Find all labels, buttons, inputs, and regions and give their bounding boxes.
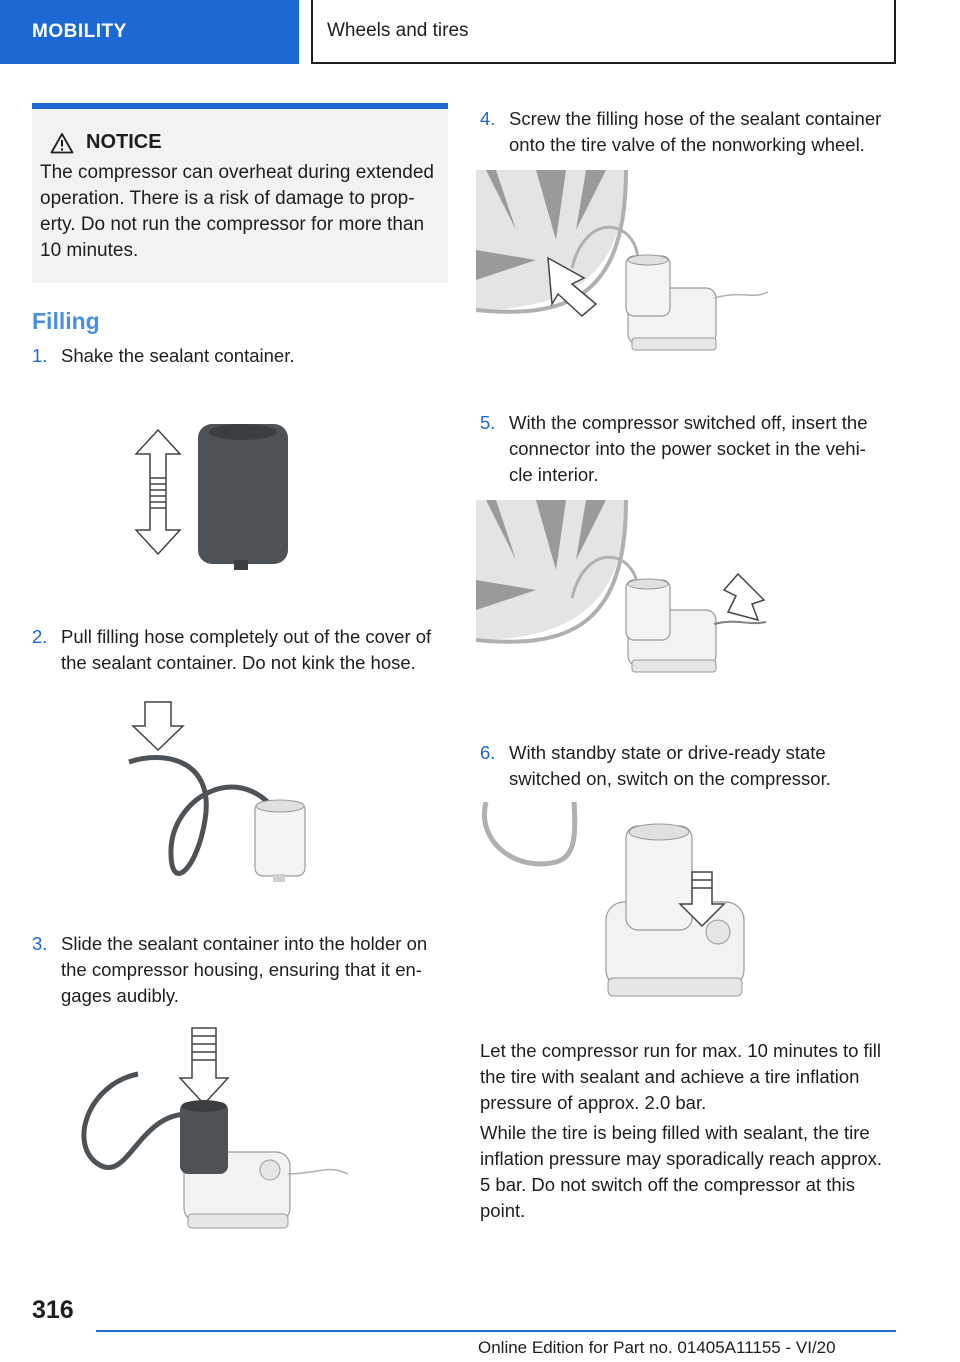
paragraph-line: point. xyxy=(480,1200,526,1221)
section-heading: Filling xyxy=(32,308,100,334)
step-4 xyxy=(480,106,900,158)
down-left-arrow-icon xyxy=(724,574,764,620)
paragraph xyxy=(480,1038,910,1116)
step-line: Screw the filling hose of the sealant container xyxy=(509,108,882,129)
down-arrow-icon xyxy=(180,1028,228,1104)
step-line: switched on, switch on the compressor. xyxy=(509,768,831,789)
down-arrow-icon xyxy=(133,702,183,750)
footer-divider xyxy=(96,1330,896,1332)
step-5 xyxy=(480,410,900,488)
step-2 xyxy=(32,624,452,676)
filling-hose xyxy=(484,802,574,864)
notice-box xyxy=(32,103,448,283)
step-line: Shake the sealant container. xyxy=(61,345,295,366)
step-line: connector into the power socket in the vehi‐ xyxy=(509,438,866,459)
step-number: 6. xyxy=(480,742,496,763)
paragraph-line: the tire with sealant and achieve a tire inflation xyxy=(480,1066,860,1087)
step-line: Pull filling hose completely out of the cover of xyxy=(61,626,432,647)
paragraph-line: Let the compressor run for max. 10 minutes to fill xyxy=(480,1040,882,1061)
sealant-container xyxy=(198,424,288,570)
hose-illustration xyxy=(125,700,315,890)
step-3 xyxy=(32,931,452,1009)
paragraph xyxy=(480,1120,910,1224)
step-line: onto the tire valve of the nonworking wheel. xyxy=(509,134,865,155)
step-line: cle interior. xyxy=(509,464,599,485)
switch-on-compressor-illustration xyxy=(476,802,776,1007)
sealant-container xyxy=(180,1100,228,1174)
sealant-container xyxy=(626,579,670,640)
notice-line: The compressor can overheat during extended xyxy=(40,162,434,183)
sealant-container xyxy=(626,255,670,316)
section-label: MOBILITY xyxy=(32,21,127,42)
notice-heading xyxy=(50,131,438,154)
step-line: Slide the sealant container into the holder on xyxy=(61,933,428,954)
paragraph-line: 5 bar. Do not switch off the compressor at this xyxy=(480,1174,855,1195)
step-number: 2. xyxy=(32,626,48,647)
step-number: 4. xyxy=(480,108,496,129)
notice-heading-text: NOTICE xyxy=(86,131,162,153)
chapter-title xyxy=(311,0,896,64)
power-socket-illustration xyxy=(476,500,776,675)
step-number: 3. xyxy=(32,933,48,954)
sealant-container xyxy=(255,800,305,882)
step-line: the sealant container. Do not kink the hose. xyxy=(61,652,416,673)
sealant-container xyxy=(626,824,692,930)
step-line: With the compressor switched off, insert the xyxy=(509,412,868,433)
step-number: 1. xyxy=(32,345,48,366)
step-number: 5. xyxy=(480,412,496,433)
notice-line: 10 minutes. xyxy=(40,240,139,261)
chapter-title-text: Wheels and tires xyxy=(327,20,469,41)
warning-icon xyxy=(50,132,74,154)
paragraph-line: While the tire is being filled with sealant, the tire xyxy=(480,1122,870,1143)
paragraph-line: pressure of approx. 2.0 bar. xyxy=(480,1092,707,1113)
filling-hose xyxy=(129,758,275,874)
notice-text xyxy=(40,160,438,264)
step-line: gages audibly. xyxy=(61,985,179,1006)
double-arrow-icon xyxy=(136,430,180,554)
section-tab xyxy=(0,0,299,64)
footer-edition: Online Edition for Part no. 01405A11155 - VI/20 xyxy=(478,1338,836,1357)
notice-line: operation. There is a risk of damage to prop‐ xyxy=(40,188,415,209)
shake-container-illustration xyxy=(130,418,300,578)
paragraph-line: inflation pressure may sporadically reach approx. xyxy=(480,1148,883,1169)
step-1 xyxy=(32,343,448,369)
filling-hose xyxy=(84,1074,188,1168)
wheel-rim xyxy=(476,500,626,642)
notice-line: erty. Do not run the compressor for more than xyxy=(40,214,425,235)
step-6 xyxy=(480,740,900,792)
step-line: the compressor housing, ensuring that it en‐ xyxy=(61,959,422,980)
insert-container-illustration xyxy=(78,1024,368,1236)
page-number: 316 xyxy=(32,1296,74,1324)
hose-on-valve-illustration xyxy=(476,170,776,355)
step-line: With standby state or drive-ready state xyxy=(509,742,826,763)
